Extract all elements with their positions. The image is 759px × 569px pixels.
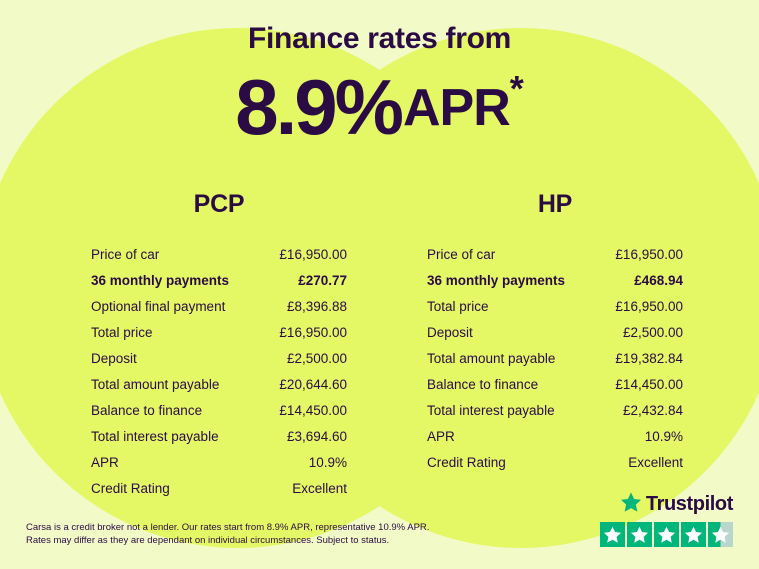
table-row bbox=[405, 319, 705, 345]
table-row bbox=[405, 241, 705, 267]
table-row bbox=[405, 449, 705, 475]
table-row bbox=[69, 345, 369, 371]
row-label: APR bbox=[91, 454, 119, 470]
table-row bbox=[405, 397, 705, 423]
disclaimer-line-1: Carsa is a credit broker not a lender. Our rates start from 8.9% APR, representative 10.9% APR. bbox=[26, 522, 430, 533]
headline-rate-number: 8.9% bbox=[235, 63, 401, 151]
row-label: Credit Rating bbox=[427, 454, 506, 470]
column-title-hp: HP bbox=[537, 190, 573, 218]
table-row bbox=[69, 241, 369, 267]
table-row bbox=[405, 345, 705, 371]
row-value: £468.94 bbox=[634, 272, 683, 288]
table-row bbox=[69, 475, 369, 501]
row-value: £16,950.00 bbox=[615, 246, 683, 262]
row-value: £16,950.00 bbox=[279, 324, 347, 340]
star-icon bbox=[600, 522, 625, 547]
headline-rate bbox=[0, 62, 759, 153]
table-row bbox=[405, 423, 705, 449]
row-value: £14,450.00 bbox=[279, 402, 347, 418]
disclaimer-line-2: Rates may differ as they are dependant on individual circumstances. Subject to status. bbox=[26, 535, 390, 546]
trustpilot-wordmark: Trustpilot bbox=[645, 493, 733, 515]
row-value: Excellent bbox=[628, 454, 683, 470]
row-label: Price of car bbox=[91, 246, 160, 262]
table-row bbox=[69, 293, 369, 319]
row-value: £3,694.60 bbox=[286, 428, 347, 444]
table-row bbox=[69, 397, 369, 423]
row-label: Total amount payable bbox=[91, 376, 220, 392]
row-value: Excellent bbox=[292, 480, 347, 496]
star-icon bbox=[681, 522, 706, 547]
column-title-pcp: PCP bbox=[193, 190, 245, 218]
row-value: £16,950.00 bbox=[279, 246, 347, 262]
star-icon bbox=[654, 522, 679, 547]
table-row bbox=[405, 371, 705, 397]
row-label: Total interest payable bbox=[427, 402, 555, 418]
table-row bbox=[69, 371, 369, 397]
row-label: Deposit bbox=[427, 324, 473, 340]
row-value: £8,396.88 bbox=[286, 298, 347, 314]
table-row bbox=[69, 319, 369, 345]
row-label: Balance to finance bbox=[91, 402, 203, 418]
row-value: £14,450.00 bbox=[615, 376, 683, 392]
disclaimer-text bbox=[26, 521, 456, 547]
table-row bbox=[69, 449, 369, 475]
row-value: 10.9% bbox=[644, 428, 683, 444]
row-value: £270.77 bbox=[298, 272, 347, 288]
star-icon bbox=[620, 491, 642, 518]
asterisk-marker: * bbox=[509, 68, 524, 109]
finance-column-pcp bbox=[69, 190, 369, 501]
table-row bbox=[405, 293, 705, 319]
row-label: Credit Rating bbox=[91, 480, 170, 496]
half-star-icon bbox=[708, 522, 733, 547]
table-row bbox=[405, 267, 705, 293]
row-value: £2,432.84 bbox=[622, 402, 683, 418]
headline-rate-apr: APR bbox=[402, 78, 510, 137]
row-value: £2,500.00 bbox=[286, 350, 347, 366]
row-label: 36 monthly payments bbox=[427, 272, 566, 288]
star-icon bbox=[627, 522, 652, 547]
row-label: APR bbox=[427, 428, 455, 444]
row-label: Total interest payable bbox=[91, 428, 219, 444]
table-row bbox=[69, 267, 369, 293]
finance-column-hp bbox=[405, 190, 705, 475]
row-value: £2,500.00 bbox=[622, 324, 683, 340]
row-label: Total amount payable bbox=[427, 350, 556, 366]
row-label: Optional final payment bbox=[91, 298, 226, 314]
row-value: £19,382.84 bbox=[615, 350, 683, 366]
row-value: £16,950.00 bbox=[615, 298, 683, 314]
row-value: 10.9% bbox=[308, 454, 347, 470]
row-label: 36 monthly payments bbox=[91, 272, 230, 288]
table-row bbox=[69, 423, 369, 449]
page-title: Finance rates from bbox=[247, 22, 512, 55]
row-label: Balance to finance bbox=[427, 376, 539, 392]
row-label: Deposit bbox=[91, 350, 137, 366]
row-label: Total price bbox=[427, 298, 489, 314]
row-label: Total price bbox=[91, 324, 153, 340]
trustpilot-logo bbox=[598, 491, 733, 518]
row-value: £20,644.60 bbox=[279, 376, 347, 392]
trustpilot-badge bbox=[598, 491, 733, 547]
row-label: Price of car bbox=[427, 246, 496, 262]
trustpilot-rating-stars bbox=[598, 522, 733, 547]
